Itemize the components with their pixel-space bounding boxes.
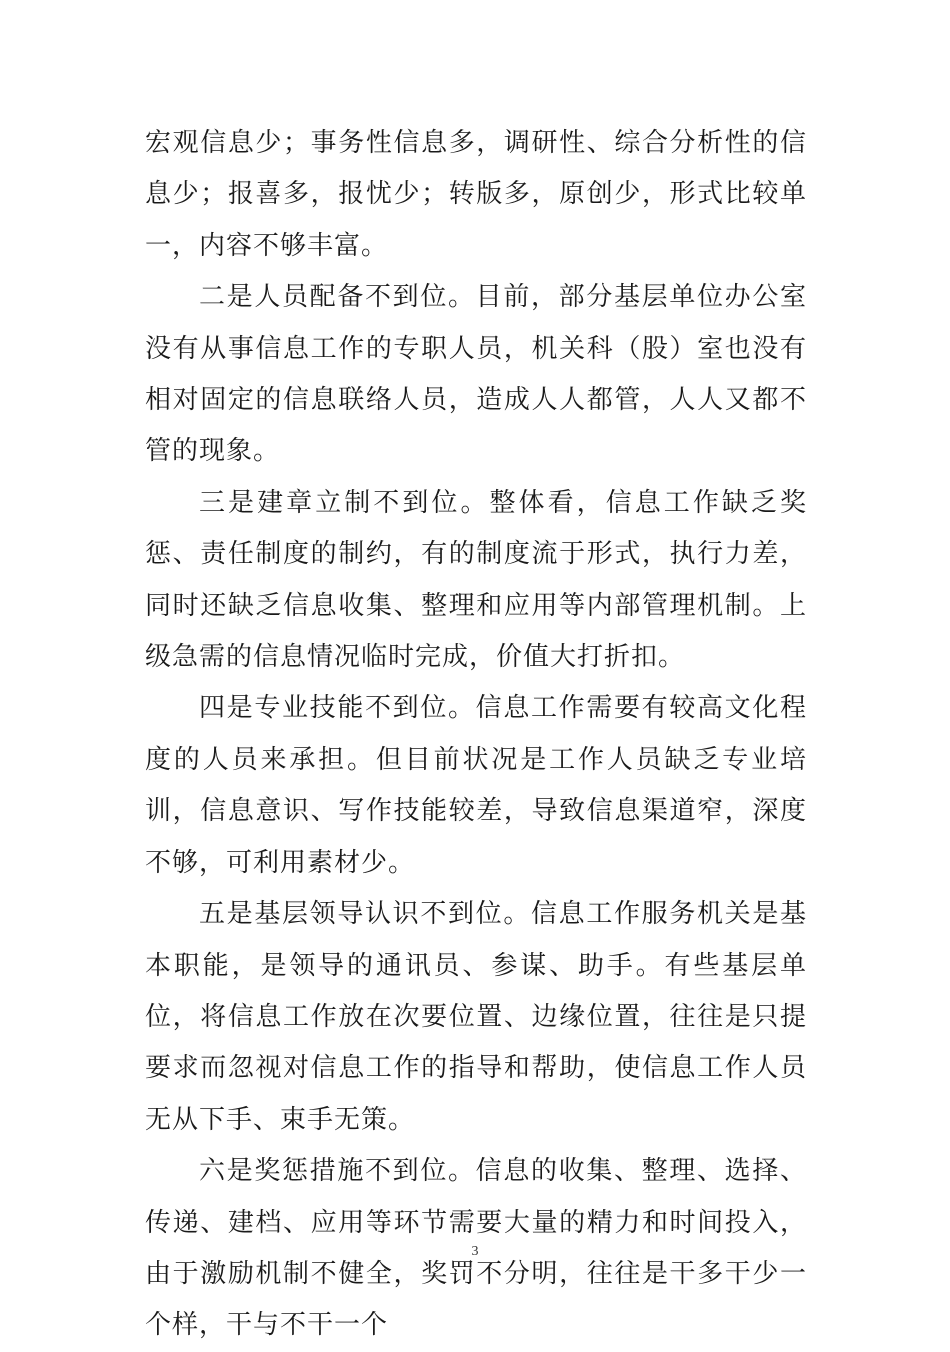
paragraph-skills: 四是专业技能不到位。信息工作需要有较高文化程度的人员来承担。但目前状况是工作人员缺乏专业培训，信息意识、写作技能较差，导致信息渠道窄，深度不够，可利用素材少。: [145, 693, 807, 878]
paragraph-leadership: 五是基层领导认识不到位。信息工作服务机关是基本职能，是领导的通讯员、参谋、助手。有些基层单位，将信息工作放在次要位置、边缘位置，往往是只提要求而忽视对信息工作的指导和帮助，使信息工作人员无从下手、束手无策。: [145, 899, 807, 1135]
paragraph-regulations: 三是建章立制不到位。整体看，信息工作缺乏奖惩、责任制度的制约，有的制度流于形式，执行力差，同时还缺乏信息收集、整理和应用等内部管理机制。上级急需的信息情况临时完成，价值大打折扣。: [145, 487, 807, 673]
paragraph-continued: 宏观信息少；事务性信息多，调研性、综合分析性的信息少；报喜多，报忧少；转版多，原创少，形式比较单一，内容不够丰富。: [145, 128, 807, 261]
paragraph-incentives: 六是奖惩措施不到位。信息的收集、整理、选择、传递、建档、应用等环节需要大量的精力和时间投入，由于激励机制不健全，奖罚不分明，往往是干多干少一个样，干与不干一个: [145, 1156, 807, 1341]
paragraph-personnel: 二是人员配备不到位。目前，部分基层单位办公室没有从事信息工作的专职人员，机关科（股）室也没有相对固定的信息联络人员，造成人人都管，人人又都不管的现象。: [145, 282, 807, 467]
page-number: 3: [471, 1244, 479, 1259]
document-body: [145, 118, 807, 1352]
